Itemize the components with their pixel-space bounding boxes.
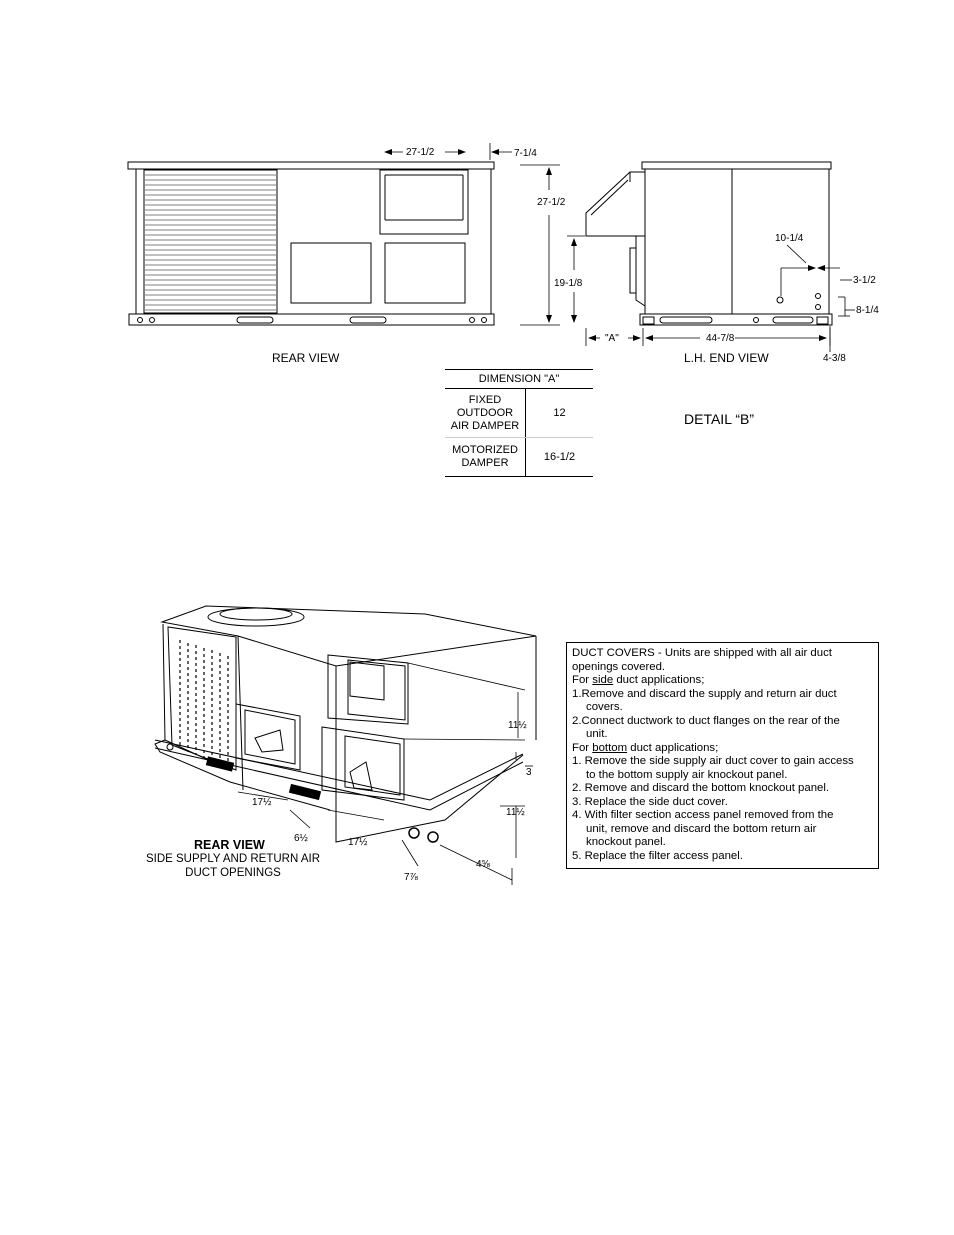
- row-label: [445, 438, 526, 477]
- detail-b-label: DETAIL “B”: [684, 411, 755, 427]
- notes-text: duct applications;: [627, 741, 719, 754]
- dim-bottom-a: 11½: [508, 720, 527, 731]
- dim-19-eighth: 19-1/8: [554, 278, 583, 289]
- notes-line: covers.: [586, 701, 623, 713]
- dimension-a-table: [445, 369, 593, 477]
- bottom-figure-caption: [138, 852, 328, 880]
- notes-bottom-heading: [572, 742, 878, 756]
- row-label-line: AIR DAMPER: [450, 419, 520, 432]
- dim-bottom-e: 6½: [294, 833, 308, 844]
- dim-4-3-8: 4-3/8: [823, 353, 846, 364]
- rear-view-dimension-lines: [385, 143, 512, 160]
- dim-10-quarter: 10-1/4: [775, 233, 804, 244]
- notes-line: 5. Replace the filter access panel.: [572, 849, 743, 862]
- dim-bottom-d: 17½: [252, 797, 272, 808]
- notes-line: 4. With filter section access panel removed from the: [572, 809, 834, 821]
- caption-line: DUCT OPENINGS: [185, 867, 281, 879]
- dim-7-quarter: 7-1/4: [514, 148, 537, 159]
- row-value: 16-1/2: [526, 438, 594, 477]
- dim-27-half-top: 27-1/2: [406, 147, 435, 158]
- notes-line: DUCT COVERS - Units are shipped with all air duct: [572, 647, 832, 659]
- duct-covers-notes: [566, 642, 879, 869]
- row-label-line: MOTORIZED: [452, 444, 518, 456]
- row-label-line: DAMPER: [461, 457, 509, 469]
- dim-44-7-8: 44-7/8: [706, 333, 735, 344]
- dim-bottom-g: 4⅝: [476, 859, 490, 870]
- notes-line: unit.: [586, 728, 608, 740]
- notes-underlined-word: side: [592, 674, 614, 686]
- notes-text: For: [572, 741, 593, 754]
- notes-text: duct applications;: [613, 674, 705, 686]
- dim-bottom-c: 11½: [506, 807, 525, 818]
- row-value: 12: [526, 389, 594, 438]
- dim-a: "A": [605, 333, 619, 344]
- notes-line: openings covered.: [572, 660, 666, 673]
- notes-side-heading: [572, 674, 878, 688]
- rear-view-drawing: [128, 162, 494, 325]
- row-label-line: OUTDOOR: [456, 406, 514, 419]
- end-view-caption: L.H. END VIEW: [684, 351, 769, 365]
- dim-8-quarter: 8-1/4: [856, 305, 879, 316]
- notes-line: 3. Replace the side duct cover.: [572, 795, 728, 808]
- notes-line: 1. Remove the side supply air duct cover to gain access: [572, 755, 854, 767]
- dim-bottom-h: 7⅞: [404, 872, 418, 883]
- table-row: [445, 389, 593, 438]
- row-label: [445, 389, 526, 438]
- isometric-unit-drawing: [155, 606, 536, 842]
- dim-27-half-side: 27-1/2: [537, 197, 566, 208]
- notes-line: 2. Remove and discard the bottom knockout panel.: [572, 782, 830, 794]
- dim-3-half: 3-1/2: [853, 275, 876, 286]
- notes-underlined-word: bottom: [592, 741, 628, 754]
- bottom-figure-title: REAR VIEW: [194, 838, 265, 852]
- end-view-dimension-lines: [520, 165, 855, 352]
- rear-view-caption: REAR VIEW: [272, 351, 340, 365]
- notes-text: For: [572, 674, 593, 686]
- notes-line: to the bottom supply air knockout panel.: [586, 768, 788, 781]
- notes-line: unit, remove and discard the bottom return air: [586, 822, 817, 835]
- notes-line: 1.Remove and discard the supply and return air duct: [572, 687, 837, 700]
- row-label-line: FIXED: [468, 393, 502, 406]
- dimension-table-header: DIMENSION "A": [445, 370, 593, 389]
- dim-bottom-b: 3: [526, 767, 532, 778]
- caption-line: SIDE SUPPLY AND RETURN AIR: [145, 853, 321, 865]
- table-row: [445, 438, 593, 477]
- notes-line: knockout panel.: [586, 836, 666, 848]
- notes-line: 2.Connect ductwork to duct flanges on the rear of the: [572, 714, 840, 727]
- dim-bottom-f: 17½: [348, 837, 368, 848]
